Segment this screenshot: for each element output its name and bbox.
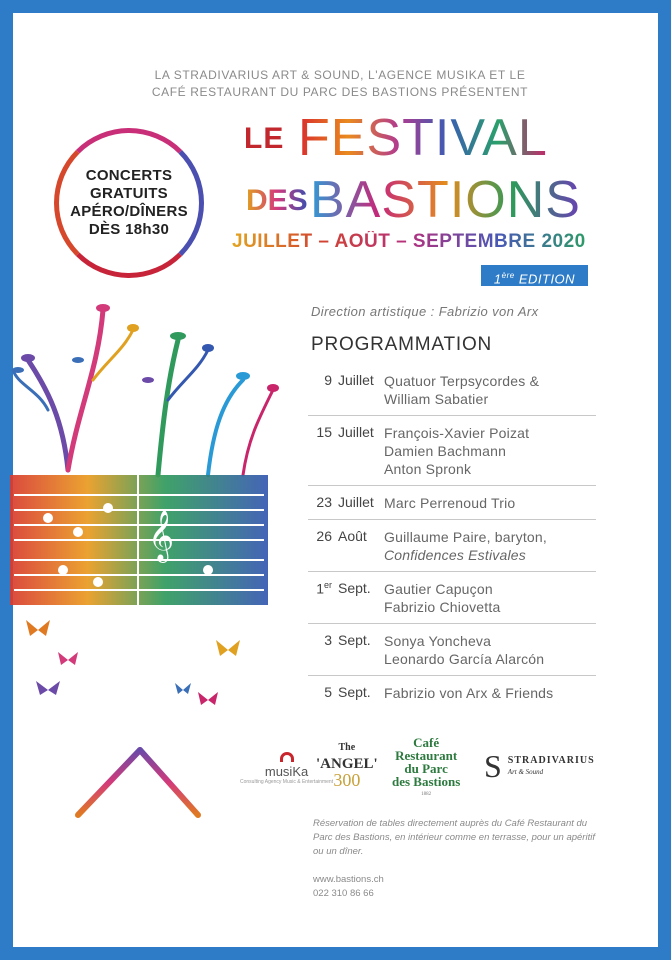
leaves [12, 304, 279, 392]
cafe-line-3: du Parc [404, 761, 448, 776]
stradivarius-name: STRADIVARIUS [507, 755, 595, 766]
program-day-number: 3 [324, 632, 332, 648]
program-day [308, 372, 338, 408]
program-day [308, 580, 338, 616]
butterflies [26, 620, 240, 705]
stradivarius-tagline: Art & Sound [507, 768, 544, 776]
program-artist: Guillaume Paire, baryton, [384, 529, 547, 545]
cafe-line-4: des Bastions [392, 774, 461, 789]
title-festival: FESTIVAL [298, 109, 548, 167]
stradivarius-mark-icon: S [484, 748, 502, 784]
angel-logo [316, 740, 378, 788]
program-day [308, 632, 338, 668]
program-artists [384, 684, 596, 702]
edition-suffix: ère [501, 271, 515, 280]
program-day [308, 424, 338, 478]
program-row [308, 520, 596, 572]
program-row [308, 572, 596, 624]
program-artist: William Sabatier [384, 391, 489, 407]
musika-tagline: Consulting Agency Music & Entertainment [240, 779, 334, 785]
edition-badge [481, 265, 588, 286]
program-row [308, 364, 596, 416]
artistic-direction: Direction artistique : Fabrizio von Arx [311, 304, 539, 319]
program-month: Juillet [338, 372, 374, 388]
program-artist: Leonardo García Alarcón [384, 651, 545, 667]
sheet-music-stand [10, 475, 268, 605]
program-artist: Sonya Yoncheva [384, 633, 492, 649]
program-month: Août [338, 528, 367, 544]
program-artists [384, 528, 596, 564]
presenters-line-2: CAFÉ RESTAURANT DU PARC DES BASTIONS PRÉSENTENT [151, 85, 529, 99]
contact-info [313, 873, 384, 901]
program-day-number: 5 [324, 684, 332, 700]
program-subtitle: Confidences Estivales [384, 547, 526, 563]
program-artist: Damien Bachmann [384, 443, 507, 459]
program-day-number: 15 [316, 424, 332, 440]
program-day-number: 1 [316, 580, 324, 597]
program-row [308, 676, 596, 709]
program-artist: Anton Spronk [384, 461, 472, 477]
cafe-line-2: Restaurant [395, 748, 458, 763]
musika-mark-icon [280, 752, 294, 762]
reservation-info: Réservation de tables directement auprès du Café Restaurant du Parc des Bastions, en intérieur comme en terrasse, pour un apéritif ou un dîner. [313, 818, 595, 857]
presenters-header [120, 67, 560, 101]
title-bastions: BASTIONS [310, 171, 581, 229]
angel-the: The [338, 742, 356, 753]
program-day [308, 684, 338, 702]
website-link[interactable]: www.bastions.ch [313, 874, 384, 885]
program-month: Sept. [338, 580, 371, 596]
angel-number: 300 [333, 770, 361, 790]
cafe-tagline: 1882 [421, 792, 432, 797]
stradivarius-text [508, 755, 595, 778]
program-artist: Fabrizio von Arx & Friends [384, 685, 554, 701]
presenters-line-1: LA STRADIVARIUS ART & SOUND, L'AGENCE MUSIKA ET LE [154, 68, 526, 82]
cafe-line-1: Café [413, 735, 440, 750]
program-artists [384, 494, 596, 512]
program-month: Juillet [338, 424, 374, 440]
badge-line-4: DÈS 18h30 [88, 221, 170, 238]
musika-name: musiKa [264, 764, 309, 779]
program-day-number: 26 [316, 528, 332, 544]
program-artist: François-Xavier Poizat [384, 425, 530, 441]
phone-number: 022 310 86 66 [313, 888, 374, 899]
program-artist: Quatuor Terpsycordes & [384, 373, 540, 389]
badge-line-2: GRATUITS [90, 185, 168, 202]
program-row [308, 416, 596, 486]
program-day-number: 23 [316, 494, 332, 510]
program-month: Juillet [338, 494, 374, 510]
program-row [308, 624, 596, 676]
stand-pole-and-legs [78, 605, 198, 825]
stradivarius-logo [484, 748, 595, 785]
program-row [308, 486, 596, 520]
edition-number: 1 [493, 271, 502, 287]
cafe-bastions-logo [392, 736, 460, 801]
program-artists [384, 632, 596, 668]
badge-line-1: CONCERTS [85, 167, 173, 184]
edition-label: EDITION [514, 271, 576, 287]
free-concerts-badge [54, 128, 204, 278]
title-des: DES [246, 184, 308, 217]
title-le: LE [244, 122, 285, 155]
programmation-heading: PROGRAMMATION [311, 334, 493, 355]
program-list [308, 364, 596, 709]
tree-branches [13, 310, 273, 475]
program-artist: Gautier Capuçon [384, 581, 493, 597]
program-artists [384, 580, 596, 616]
program-day-suffix: er [323, 580, 332, 590]
program-day [308, 494, 338, 512]
program-month: Sept. [338, 632, 371, 648]
program-artists [384, 372, 596, 408]
program-day-number: 9 [324, 372, 332, 388]
program-artist: Marc Perrenoud Trio [384, 495, 516, 511]
program-month: Sept. [338, 684, 371, 700]
treble-clef-icon: 𝄞 [148, 510, 175, 561]
program-day [308, 528, 338, 564]
program-artists [384, 424, 596, 478]
badge-line-3: APÉRO/DÎNERS [70, 203, 188, 220]
sponsor-logos [240, 735, 610, 798]
angel-name: 'ANGEL' [316, 756, 378, 772]
program-artist: Fabrizio Chiovetta [384, 599, 501, 615]
festival-dates: JUILLET – AOÛT – SEPTEMBRE 2020 [232, 231, 586, 252]
